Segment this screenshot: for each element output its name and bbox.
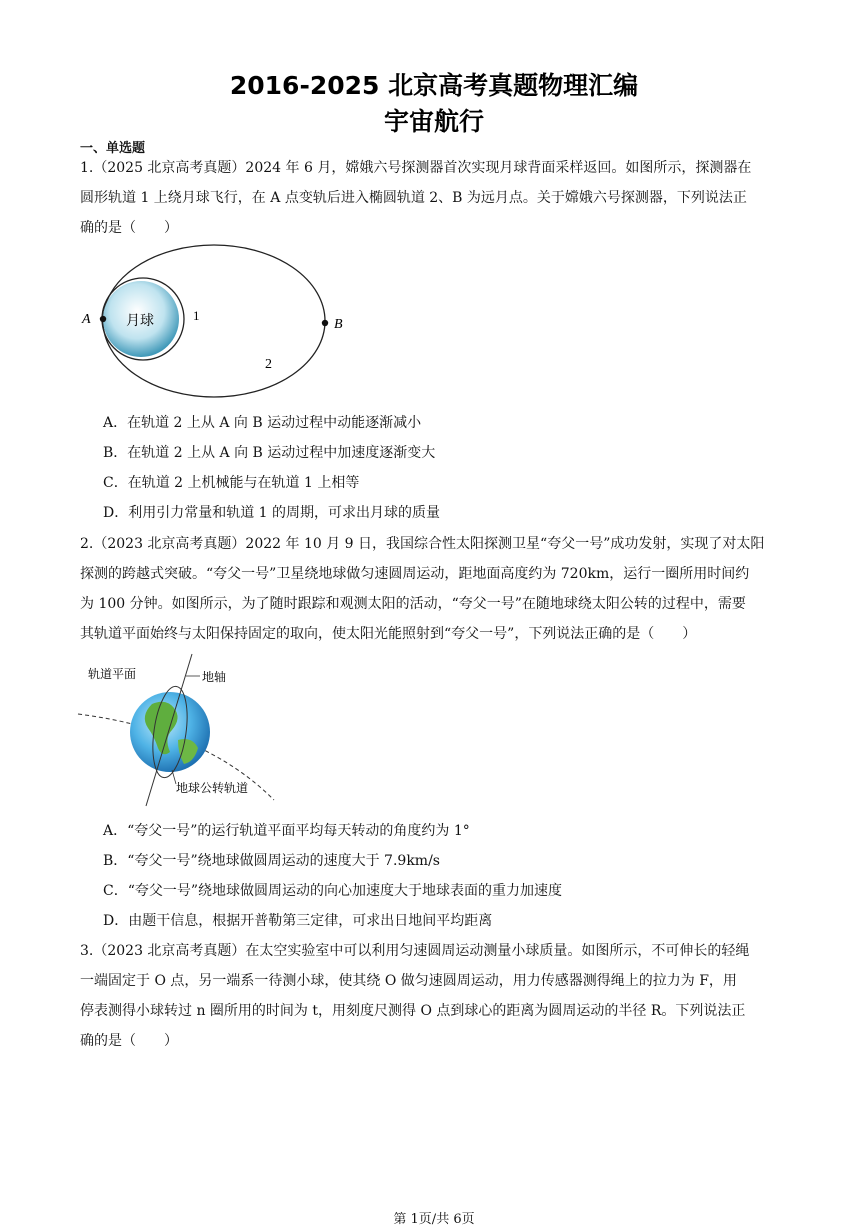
page-title: 2016-2025 北京高考真题物理汇编 xyxy=(229,71,639,100)
q2-line-3: 为 100 分钟。如图所示，为了随时跟踪和观测太阳的活动，“夸父一号”在随地球绕太阳公转的过程中，需要 xyxy=(80,596,746,612)
q3-line-2: 一端固定于 O 点，另一端系一待测小球，使其绕 O 做匀速圆周运动，用力传感器测得绳上的拉力为 F，用 xyxy=(80,973,737,989)
page-subtitle: 宇宙航行 xyxy=(383,107,484,136)
page-footer: 第 1页/共 6页 xyxy=(393,1212,475,1227)
point-b-label: B xyxy=(334,317,343,332)
q1-line-2: 圆形轨道 1 上绕月球飞行，在 A 点变轨后进入椭圆轨道 2、B 为远月点。关于嫦娥六号探测器，下列说法正 xyxy=(80,190,747,206)
orbit-1-label: 1 xyxy=(193,308,200,323)
q2-option-d: D．由题干信息，根据开普勒第三定律，可求出日地间平均距离 xyxy=(103,913,493,929)
point-a-label: A xyxy=(82,312,91,327)
q3-line-1: 3.（2023 北京高考真题）在太空实验室中可以利用匀速圆周运动测量小球质量。如图所示，不可伸长的轻绳 xyxy=(80,943,750,959)
section-heading: 一、单选题 xyxy=(80,141,146,156)
q3-line-4: 确的是（ ） xyxy=(80,1033,178,1049)
revolution-orbit-label: 地球公转轨道 xyxy=(176,781,249,795)
q1-option-a: A．在轨道 2 上从 A 向 B 运动过程中动能逐渐减小 xyxy=(103,415,422,431)
q2-option-b: B．“夸父一号”绕地球做圆周运动的速度大于 7.9km/s xyxy=(103,853,440,869)
q1-line-1: 1.（2025 北京高考真题）2024 年 6 月，嫦娥六号探测器首次实现月球背面采样返回。如图所示，探测器在 xyxy=(80,160,752,176)
q1-option-d: D．利用引力常量和轨道 1 的周期，可求出月球的质量 xyxy=(103,505,441,521)
q1-orbit-figure xyxy=(74,242,364,404)
q2-option-c: C．“夸父一号”绕地球做圆周运动的向心加速度大于地球表面的重力加速度 xyxy=(103,883,563,899)
q2-line-1: 2.（2023 北京高考真题）2022 年 10 月 9 日，我国综合性太阳探测卫星“夸父一号”成功发射，实现了对太阳 xyxy=(80,536,765,552)
orbit-plane-label: 轨道平面 xyxy=(88,667,137,681)
q1-option-b: B．在轨道 2 上从 A 向 B 运动过程中加速度逐渐变大 xyxy=(103,445,436,461)
q2-line-2: 探测的跨越式突破。“夸父一号”卫星绕地球做匀速圆周运动，距地面高度约为 720km，运行一圈所用时间约 xyxy=(80,566,750,582)
point-b-dot xyxy=(322,320,328,326)
q2-option-a: A．“夸父一号”的运行轨道平面平均每天转动的角度约为 1° xyxy=(103,823,470,839)
earth-axis-label: 地轴 xyxy=(202,670,227,684)
q1-option-c: C．在轨道 2 上机械能与在轨道 1 上相等 xyxy=(103,475,360,491)
q3-line-3: 停表测得小球转过 n 圈所用的时间为 t，用刻度尺测得 O 点到球心的距离为圆周运动的半径 R。下列说法正 xyxy=(80,1003,746,1019)
q2-line-4: 其轨道平面始终与太阳保持固定的取向，使太阳光能照射到“夸父一号”，下列说法正确的是（ ） xyxy=(80,626,697,642)
point-a-dot xyxy=(100,316,106,322)
moon-label: 月球 xyxy=(126,313,154,329)
q1-line-3: 确的是（ ） xyxy=(80,220,178,236)
orbit-2-label: 2 xyxy=(265,357,272,372)
q2-earth-figure xyxy=(74,652,284,810)
